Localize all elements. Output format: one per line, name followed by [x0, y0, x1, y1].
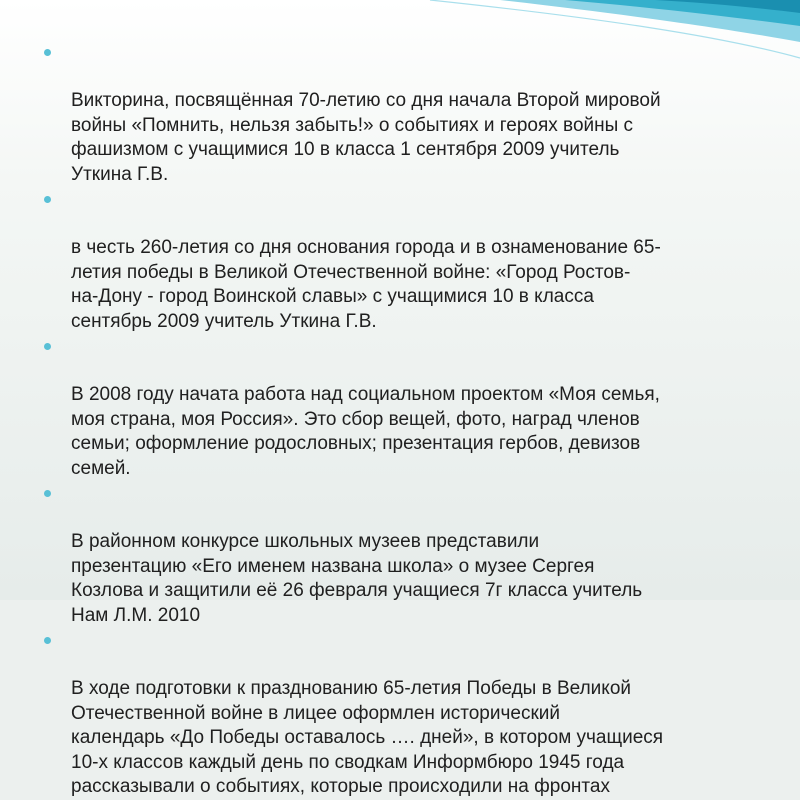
- bullet-dot-icon: [44, 49, 51, 56]
- bullet-dot-icon: [44, 637, 51, 644]
- bullet-item-5: [44, 628, 774, 800]
- bullet-item-4: [44, 481, 774, 628]
- bullet-dot-icon: [44, 196, 51, 203]
- bullet-text-3: В 2008 году начата работа над социальном проектом «Моя семья, моя страна, моя Россия». Это сбор вещей, фото, наград членов семьи; оформление родословных; презентация гербов, девизов семей.: [71, 384, 660, 479]
- bullet-dot-icon: [44, 490, 51, 497]
- bullet-text-2: в честь 260-летия со дня основания города и в ознаменование 65- летия победы в Великой Отечественной войне: «Город Ростов- на-Дону - город Воинской славы» с учащимися 10 в класса сентябрь 2009 учитель Уткина Г.В.: [71, 237, 661, 332]
- bullet-text-5: В ходе подготовки к празднованию 65-летия Победы в Великой Отечественной войне в лицее оформлен исторический календарь «До Победы оставалось …. дней», в котором учащиеся 10-х классов каждый день по сводкам Информбюро 1945 года рассказывали о событиях, которые происходили на фронтах: [71, 678, 664, 797]
- bullet-list: [44, 40, 774, 800]
- bullet-dot-icon: [44, 343, 51, 350]
- bullet-text-1: Викторина, посвящённая 70-летию со дня начала Второй мировой войны «Помнить, нельзя забыть!» о событиях и героях войны с фашизмом с учащимися 10 в класса 1 сентября 2009 учитель Уткина Г.В.: [71, 90, 661, 185]
- bullet-item-3: [44, 334, 774, 481]
- bullet-item-1: [44, 40, 774, 187]
- bullet-text-4: В районном конкурсе школьных музеев представили презентацию «Его именем названа школа» о музее Сергея Козлова и защитили её 26 февраля учащиеся 7г класса учитель Нам Л.М. 2010: [71, 531, 643, 626]
- bullet-item-2: [44, 187, 774, 334]
